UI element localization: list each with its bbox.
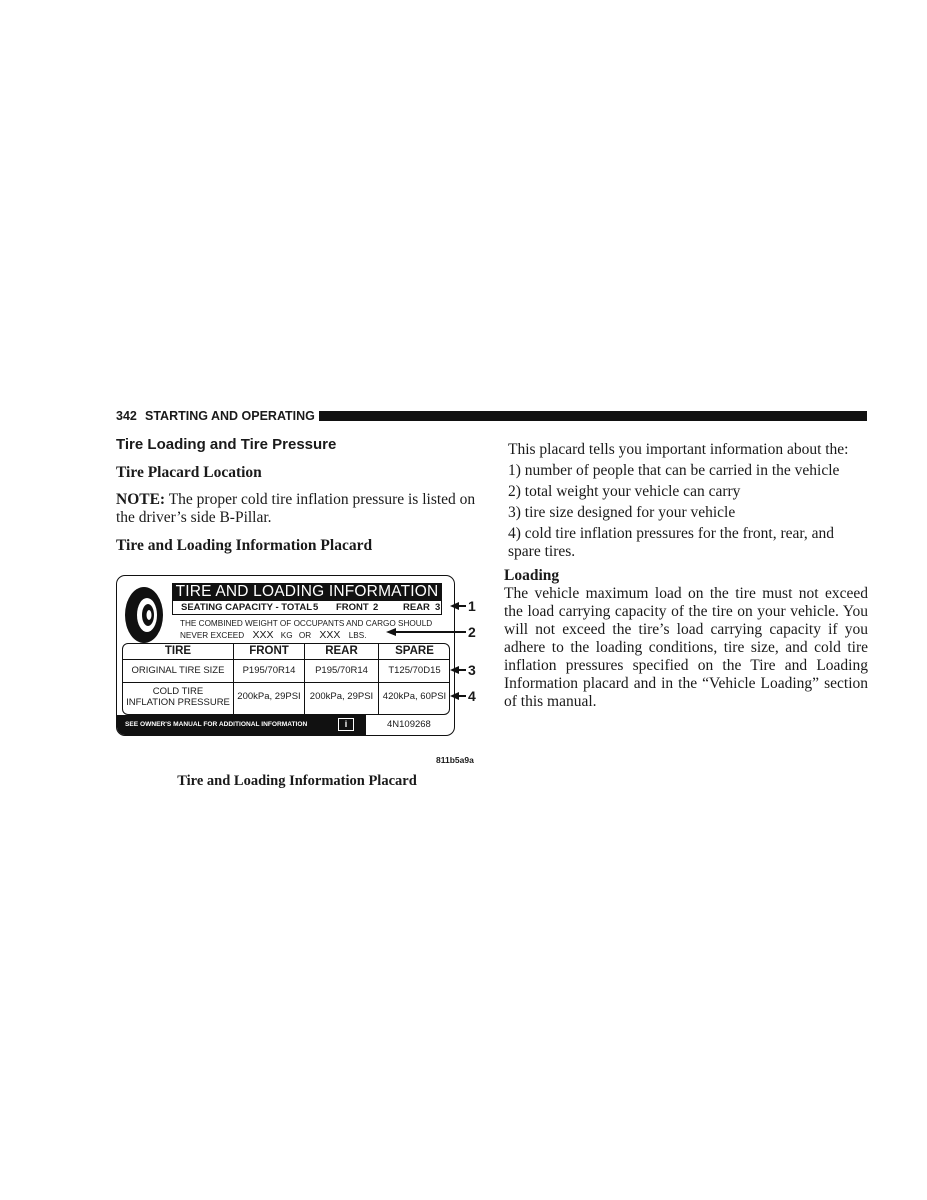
- section-title: STARTING AND OPERATING: [145, 409, 315, 423]
- row1-label: ORIGINAL TIRE SIZE: [131, 665, 225, 676]
- never-exceed: NEVER EXCEED: [180, 631, 245, 640]
- row1-rear: P195/70R14: [315, 665, 368, 676]
- row2-rear: 200kPa, 29PSI: [309, 691, 374, 702]
- seating-total: 5: [313, 602, 319, 613]
- or-word: OR: [298, 631, 312, 640]
- table-header-rear: REAR: [325, 645, 358, 657]
- row1-front: P195/70R14: [242, 665, 296, 676]
- combined-weight-line1: THE COMBINED WEIGHT OF OCCUPANTS AND CARGO SHOULD: [180, 619, 433, 628]
- note-label: NOTE:: [116, 491, 166, 508]
- front-label: FRONT: [336, 602, 369, 613]
- left-column: [116, 436, 478, 555]
- front-value: 2: [373, 602, 379, 613]
- subheading-placard-location: Tire Placard Location: [116, 464, 262, 481]
- intro-paragraph: This placard tells you important information about the:: [508, 441, 849, 458]
- kg-unit: KG: [280, 631, 293, 640]
- table-header-tire: TIRE: [164, 645, 192, 657]
- placard-title: TIRE AND LOADING INFORMATION: [172, 583, 442, 601]
- seating-label: SEATING CAPACITY - TOTAL: [181, 602, 313, 613]
- row2-spare: 420kPa, 60PSI: [382, 691, 447, 702]
- list-item: 2) total weight your vehicle can carry: [508, 483, 741, 500]
- running-header: [116, 409, 867, 423]
- page-number: 342: [116, 409, 137, 423]
- manual-book-icon: i: [338, 718, 354, 731]
- loading-paragraph: The vehicle maximum load on the tire must not exceed the load carrying capacity of the tire on your vehicle. You will not exceed the tire’s load carrying capacity if you adhere to the loading conditions, tire size, and cold tire inflation pressures specified on the Tire and Loading Information placard and in the “Vehicle Loading” section of this manual.: [504, 585, 868, 710]
- note-text: The proper cold tire inflation pressure is listed on the driver’s side B-Pillar.: [116, 491, 476, 526]
- callout-2: 2: [468, 624, 476, 640]
- placard-code: 4N109268: [387, 719, 431, 730]
- header-rule: [319, 411, 867, 421]
- right-column: [504, 441, 868, 711]
- xxx-lbs-value: XXX: [319, 629, 341, 641]
- rear-value: 3: [435, 602, 441, 613]
- table-header-spare: SPARE: [395, 645, 434, 657]
- callout-3: 3: [468, 662, 476, 678]
- callout-4: 4: [468, 688, 476, 704]
- section-heading: Tire Loading and Tire Pressure: [116, 436, 337, 453]
- xxx-kg-value: XXX: [252, 629, 274, 641]
- figure-caption: Tire and Loading Information Placard: [177, 773, 417, 789]
- note-paragraph: [116, 491, 478, 527]
- callout-arrows: [116, 575, 476, 740]
- owners-manual-note: SEE OWNER'S MANUAL FOR ADDITIONAL INFORMATION: [125, 721, 308, 728]
- list-item: 3) tire size designed for your vehicle: [508, 504, 736, 521]
- subheading-placard: Tire and Loading Information Placard: [116, 537, 373, 554]
- figure-id: 811b5a9a: [436, 755, 474, 765]
- row2-front: 200kPa, 29PSI: [237, 691, 301, 702]
- table-header-front: FRONT: [249, 645, 289, 657]
- row2-label-line2: INFLATION PRESSURE: [126, 697, 230, 708]
- loading-heading: Loading: [504, 567, 560, 584]
- lbs-unit: LBS.: [348, 631, 367, 640]
- row2-label-line1: COLD TIRE: [152, 686, 204, 697]
- placard-figure: [116, 575, 476, 740]
- row1-spare: T125/70D15: [388, 665, 441, 676]
- callout-1: 1: [468, 598, 476, 614]
- rear-label: REAR: [403, 602, 430, 613]
- list-item: 1) number of people that can be carried in the vehicle: [508, 462, 840, 479]
- list-item: 4) cold tire inflation pressures for the front, rear, and spare tires.: [508, 525, 835, 560]
